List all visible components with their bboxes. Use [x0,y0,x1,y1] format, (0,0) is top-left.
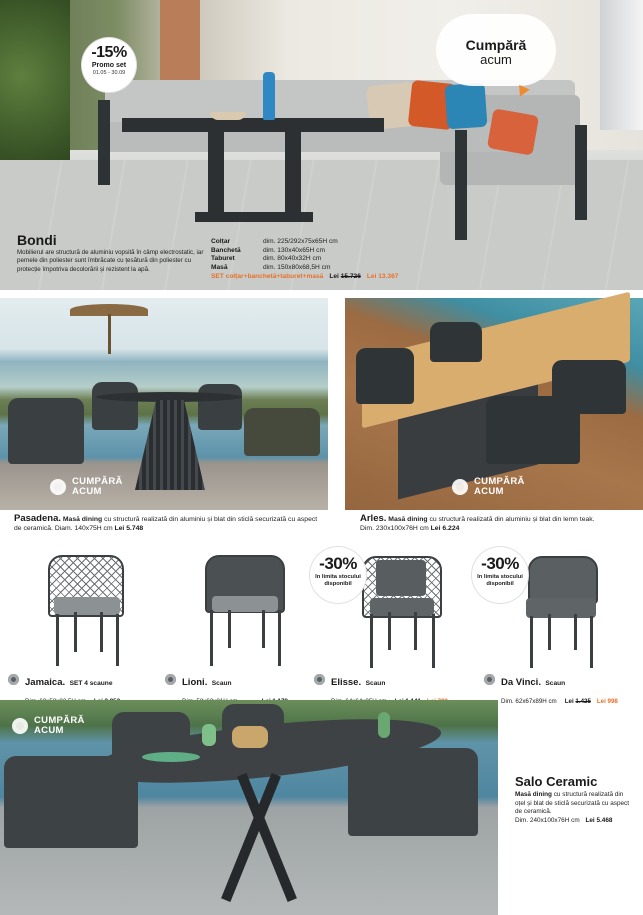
cushion-blue [445,83,488,130]
chair-leg [228,610,231,648]
bullet-circle-icon [484,674,495,685]
pasadena-chair [92,382,138,430]
product-dimensions: Dim. 230x100x76H cm [360,525,429,532]
buy-now-button-pasadena[interactable] [50,477,123,497]
buy-now-label: CUMPĂRĂ ACUM [34,715,85,736]
product-type: Masă dining [62,516,103,523]
circle-icon [12,718,28,734]
discount-badge-davinci [472,547,528,603]
product-description: cu structură realizată din oțel și blat de sticlă securizată cu aspect de ceramică. [515,791,630,816]
arles-chair [552,360,626,414]
old-price: Lei 1.425 [564,698,591,705]
buy-now-button-salo[interactable] [12,716,85,736]
discount-note-2: disponibil [486,580,514,587]
spec-name: Colțar [211,238,231,245]
product-description: cu structură realizată din aluminiu și blat din sticlă securizată cu aspect de ceramică. [14,516,318,532]
lioni-chair-seat [212,596,278,612]
product-price: Lei 5.468 [585,816,613,824]
buy-now-label-2: acum [480,52,512,67]
chair-leg [530,616,533,668]
product-type: SET 4 scaune [69,680,113,687]
product-type: Masă dining [388,516,428,523]
pasadena-chair [244,408,320,456]
bondi-spec-table [211,238,338,272]
product-price: Lei 6.224 [430,525,460,532]
sofa-frame-left [98,100,110,185]
cactus-plant [378,712,390,738]
elisse-chair-seat [370,598,434,616]
spec-dim: dim. 225/292x75x65H cm [263,238,338,245]
discount-note-2: disponibil [324,580,352,587]
bondi-title: Bondi [17,232,57,248]
cushion-coral [487,108,539,155]
chair-leg [590,616,593,668]
product-name: Da Vinci. [501,677,541,688]
salo-description [515,791,635,825]
spec-name: Banchetă [211,246,241,254]
promo-dates: 01.05 - 30.09 [92,70,126,76]
discount-badge-elisse [310,547,366,603]
pasadena-chair [198,384,242,430]
chair-leg [388,612,391,650]
spec-row [211,255,338,264]
bullet-circle-icon [8,674,19,685]
chair-leg [574,614,577,650]
bondi-description: Mobilierul are structură de aluminiu vopsită în câmp electrostatic, iar pernele din poliester sunt îmbrăcate cu țesătură din poliester cu protecție împotriva decolorării și rezistent la apă. [17,249,204,273]
pasadena-chair [8,398,84,464]
bullet-circle-icon [314,674,325,685]
arles-chair [356,348,414,404]
green-vase [202,724,216,746]
product-dimensions: Diam. 140x75H cm [54,525,113,532]
chair-leg [370,614,373,668]
bondi-table-leg [285,132,301,217]
chair-leg [116,614,119,666]
promo-label: Promo set [91,62,127,69]
arles-caption [360,514,640,533]
circle-icon [50,479,66,495]
discount-note: în limita stocului [315,574,361,580]
product-type: Scaun [365,680,386,687]
bullet-circle-icon [165,674,176,685]
circle-icon [452,479,468,495]
bondi-table-base [195,212,313,222]
chair-leg [100,612,103,652]
spec-row [211,247,338,256]
buy-now-button-bondi[interactable] [436,14,556,86]
chair-leg [74,612,77,652]
old-price-value: 15.726 [340,273,361,280]
salo-chair-front [4,756,138,848]
currency: Lei [329,273,339,280]
bondi-table-top [122,118,384,132]
elisse-chair-cushion [376,560,426,596]
davinci-caption[interactable] [484,672,618,708]
product-price: Lei 5.748 [114,525,144,532]
green-plate [142,752,200,762]
buy-now-button-arles[interactable] [452,477,525,497]
old-price [329,273,361,280]
blue-vase [263,72,275,120]
hero-brick-pillar [160,0,200,90]
new-price: Lei 998 [596,698,618,705]
arles-chair [430,322,482,362]
product-name: Arles. [360,513,387,524]
set-label: SET colțar+banchetă+taburet+masă [211,273,324,280]
spec-name: Masă [211,263,228,271]
bondi-set-price [211,273,398,280]
product-name: Lioni. [182,677,208,688]
product-name: Elisse. [331,677,362,688]
sofa-frame-right [575,125,587,220]
product-dimensions: Dim. 240x100x76H cm [515,816,580,824]
salo-title: Salo Ceramic [515,774,598,789]
chair-leg [262,610,265,648]
pasadena-caption [14,514,326,533]
chair-leg [56,614,59,666]
bondi-table-leg [208,132,224,217]
product-type: Masă dining [515,791,552,798]
spec-name: Taburet [211,255,235,263]
product-description: cu structură realizată din aluminiu și blat din lemn teak. [429,516,595,523]
davinci-chair-seat [526,598,596,618]
wicker-basket [232,726,268,748]
spec-dim: dim. 130x40x65H cm [263,246,325,254]
discount-percent: -30% [319,554,357,573]
promo-badge [82,38,136,92]
spec-row [211,238,338,247]
fruit-bowl [210,112,246,120]
new-price: Lei 13.367 [366,273,399,280]
spec-row [211,264,338,273]
product-type: Scaun [211,680,232,687]
spec-dim: dim. 80x40x32H cm [263,255,322,263]
product-name: Jamaica. [25,677,66,688]
jamaica-chair-seat [54,597,120,615]
hero-glass-door [600,0,643,130]
product-name: Pasadena. [14,513,61,524]
chair-leg [432,614,435,668]
umbrella-pole [108,314,111,354]
chair-leg [210,610,213,666]
chair-leg [278,610,281,666]
product-dimensions: Dim. 62x67x89H cm Lei 1.425 Lei 998 [501,698,618,705]
buy-now-label: CUMPĂRĂ ACUM [72,476,123,497]
discount-note: în limita stocului [477,574,523,580]
spec-dim: dim. 150x80x68,5H cm [263,263,331,271]
davinci-chair-back [528,556,598,604]
chair-leg [414,612,417,650]
buy-now-label: CUMPĂRĂ ACUM [474,476,525,497]
discount-percent: -30% [481,554,519,573]
promo-percent: -15% [91,44,127,61]
chair-leg [548,614,551,650]
buy-now-label: Cumpără [465,37,527,53]
sofa-frame-mid [455,130,467,240]
salo-chair-front [348,748,478,836]
product-type: Scaun [545,680,566,687]
